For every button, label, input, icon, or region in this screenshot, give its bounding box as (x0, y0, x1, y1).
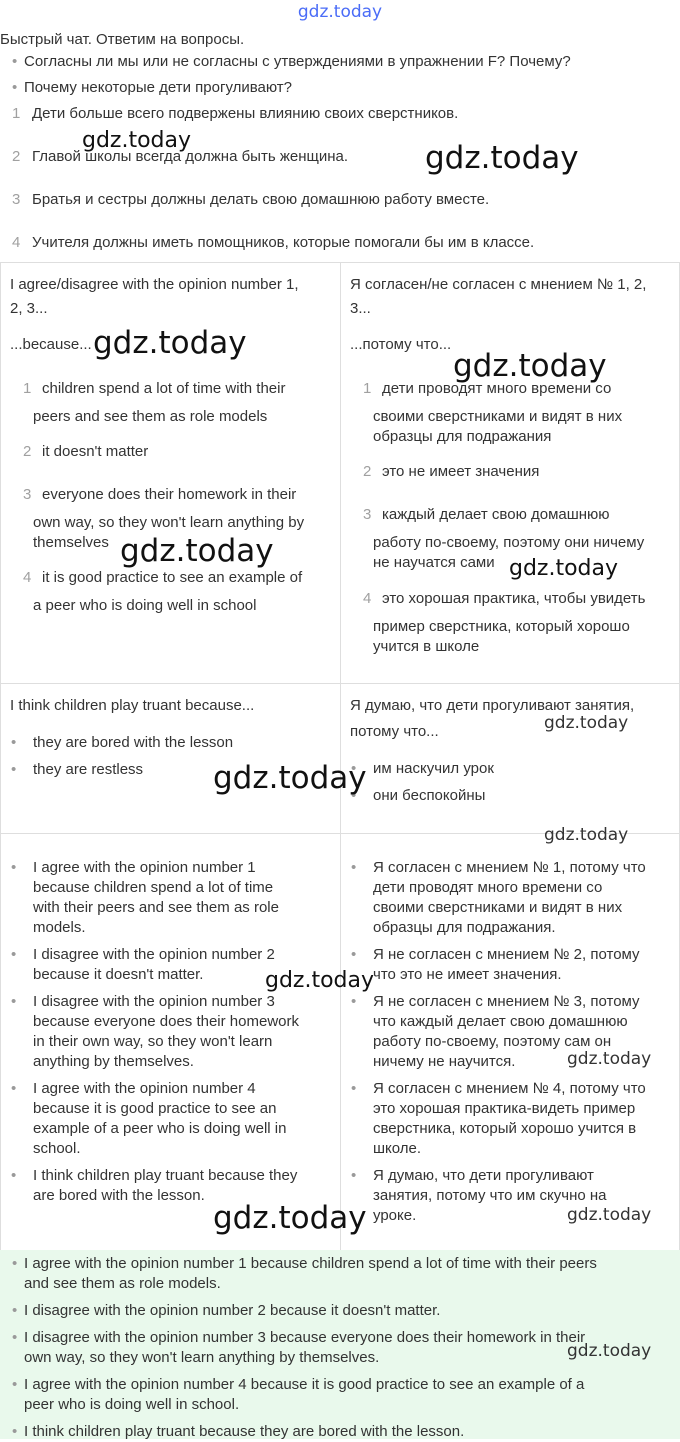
answer-item (12, 1254, 670, 1294)
because-label: ...because... (10, 336, 92, 353)
item-number: 3 (23, 486, 32, 503)
truant-table-row (0, 683, 680, 834)
watermark: gdz.today (425, 140, 579, 176)
watermark: gdz.today (544, 713, 629, 733)
item-line: образцы для подражания (373, 428, 552, 445)
statement-number: 2 (12, 148, 21, 165)
item-line: своими сверстниками и видят в них (373, 408, 623, 425)
item-line: it is good practice to see an example of (42, 569, 303, 586)
bullet-text: • Я не согласен с мнением № 2, потому что это не имеет значения. (373, 946, 640, 983)
question-item (0, 78, 680, 104)
bullet-item (11, 992, 330, 1072)
item-line: пример сверстника, который хорошо (373, 618, 630, 635)
russian-cell (341, 263, 680, 684)
heading-line: Я думаю, что дети прогуливают занятия, (350, 697, 635, 714)
bullet-item (11, 733, 330, 753)
item-line: это хорошая практика, чтобы увидеть (382, 590, 646, 607)
answer-item (12, 1422, 670, 1442)
item-line: children spend a lot of time with their (42, 380, 286, 397)
bullet-item (351, 759, 669, 779)
intro-lead: Быстрый чат. Ответим на вопросы. (0, 31, 245, 48)
cell-heading (10, 275, 330, 319)
watermark: gdz.today (82, 128, 192, 153)
bullet-text: • I disagree with the opinion number 2 because it doesn't matter. (33, 946, 275, 983)
item-line: peers and see them as role models (33, 408, 268, 425)
bullet-text: • Я согласен с мнением № 4, потому что это хорошая практика-видеть пример сверстника, который хорошо учится в школе. (373, 1080, 646, 1157)
bullet-text: • I think children play truant because they are bored with the lesson. (33, 1167, 298, 1204)
heading-line: 2, 3... (10, 300, 48, 317)
watermark: gdz.today (213, 1200, 367, 1236)
heading-line: Я согласен/не согласен с мнением № 1, 2, (350, 276, 647, 293)
heading-line: I agree/disagree with the opinion number 1, (10, 276, 299, 293)
item-line: a peer who is doing well in school (33, 597, 257, 614)
statement-number: 4 (12, 234, 21, 251)
bullet-text: • Я не согласен с мнением № 3, потому что каждый делает свою домашнюю работу по-своему, поэтому сам он ничему не научится. (373, 993, 640, 1070)
bullet-text: • I disagree with the opinion number 3 because everyone does their homework in their own way, so they won't learn anything by themselves. (33, 993, 299, 1070)
watermark: gdz.today (544, 825, 629, 845)
item-line: it doesn't matter (42, 443, 149, 460)
russian-cell (341, 834, 680, 1251)
statement-text: Учителя должны иметь помощников, которые помогали бы им в классе. (32, 234, 535, 251)
question-text: Согласны ли мы или не согласны с утверждениями в упражнении F? Почему? (24, 53, 571, 70)
sentences-table-row (0, 833, 680, 1251)
bullet-item (351, 1079, 669, 1159)
bullet-text: • I agree with the opinion number 1 because children spend a lot of time with their peers and see them as role models. (33, 859, 279, 936)
item-line: own way, so they won't learn anything by (33, 514, 305, 531)
bullet-item (351, 786, 669, 806)
statement-text: Главой школы всегда должна быть женщина. (32, 148, 348, 165)
bullet-text: • they are bored with the lesson (33, 734, 234, 751)
statement-item (0, 233, 680, 255)
answer-text: • I disagree with the opinion number 2 because it doesn't matter. (24, 1302, 441, 1319)
statement-text: Братья и сестры должны делать свою домашнюю работу вместе. (32, 191, 490, 208)
english-cell (0, 834, 341, 1251)
item-line: themselves (33, 534, 109, 551)
statement-text: Дети больше всего подвержены влиянию своих сверстников. (32, 105, 459, 122)
watermark: gdz.today (93, 325, 247, 361)
item-line: учится в школе (373, 638, 480, 655)
cell-heading (350, 275, 669, 319)
bullet-text: • им наскучил урок (373, 760, 494, 777)
bullet-item (351, 858, 669, 938)
item-line: everyone does their homework in their (42, 486, 297, 503)
bullet-item (351, 945, 669, 985)
watermark: gdz.today (567, 1205, 652, 1225)
english-cell (0, 684, 341, 834)
answer-text: • I agree with the opinion number 1 because children spend a lot of time with their peers and see them as role models. (24, 1255, 597, 1292)
bullet-text: • I agree with the opinion number 4 because it is good practice to see an example of a peer who is doing well in school. (33, 1080, 287, 1157)
bullet-item (11, 858, 330, 938)
item-line: каждый делает свою домашнюю (382, 506, 610, 523)
watermark: gdz.today (120, 533, 274, 569)
statement-number: 3 (12, 191, 21, 208)
watermark: gdz.today (213, 760, 367, 796)
bullet-text: • Я согласен с мнением № 1, потому что дети проводят много времени со своими сверстниками и видят в них образцы для подражания. (373, 859, 646, 936)
watermark: gdz.today (567, 1049, 652, 1069)
because-label: ...потому что... (350, 336, 452, 353)
item-number: 1 (363, 380, 372, 397)
answer-text: • I think children play truant because they are bored with the lesson. (24, 1423, 465, 1440)
watermark: gdz.today (509, 556, 619, 581)
cell-heading: I think children play truant because... (10, 697, 255, 714)
answer-item (12, 1301, 670, 1321)
bullet-text: • Я думаю, что дети прогуливают занятия, потому что им скучно на уроке. (373, 1167, 607, 1224)
item-number: 1 (23, 380, 32, 397)
item-number: 3 (363, 506, 372, 523)
heading-line: потому что... (350, 723, 439, 740)
bullet-item (11, 1079, 330, 1159)
item-number: 2 (363, 463, 372, 480)
question-text: Почему некоторые дети прогуливают? (24, 79, 293, 96)
watermark: gdz.today (453, 348, 607, 384)
item-number: 4 (23, 569, 32, 586)
answer-text: • I disagree with the opinion number 3 because everyone does their homework in their own way, so they won't learn anything by themselves. (24, 1329, 586, 1366)
bullet-text: • они беспокойны (373, 787, 486, 804)
item-line: это не имеет значения (382, 463, 540, 480)
question-item (0, 52, 680, 78)
answer-item (12, 1375, 670, 1415)
item-number: 2 (23, 443, 32, 460)
heading-line: 3... (350, 300, 371, 317)
bullet-text: • they are restless (33, 761, 144, 778)
statement-item (0, 190, 680, 233)
item-line: не научатся сами (373, 554, 495, 571)
item-line: работу по-своему, поэтому они ничему (373, 534, 645, 551)
watermark: gdz.today (567, 1341, 652, 1361)
watermark: gdz.today (265, 968, 375, 993)
russian-cell (341, 684, 680, 834)
item-number: 4 (363, 590, 372, 607)
answer-text: • I agree with the opinion number 4 because it is good practice to see an example of a peer who is doing well in school. (24, 1376, 585, 1413)
site-logo[interactable]: gdz.today (297, 2, 383, 22)
item-line: дети проводят много времени со (382, 380, 612, 397)
statement-number: 1 (12, 105, 21, 122)
